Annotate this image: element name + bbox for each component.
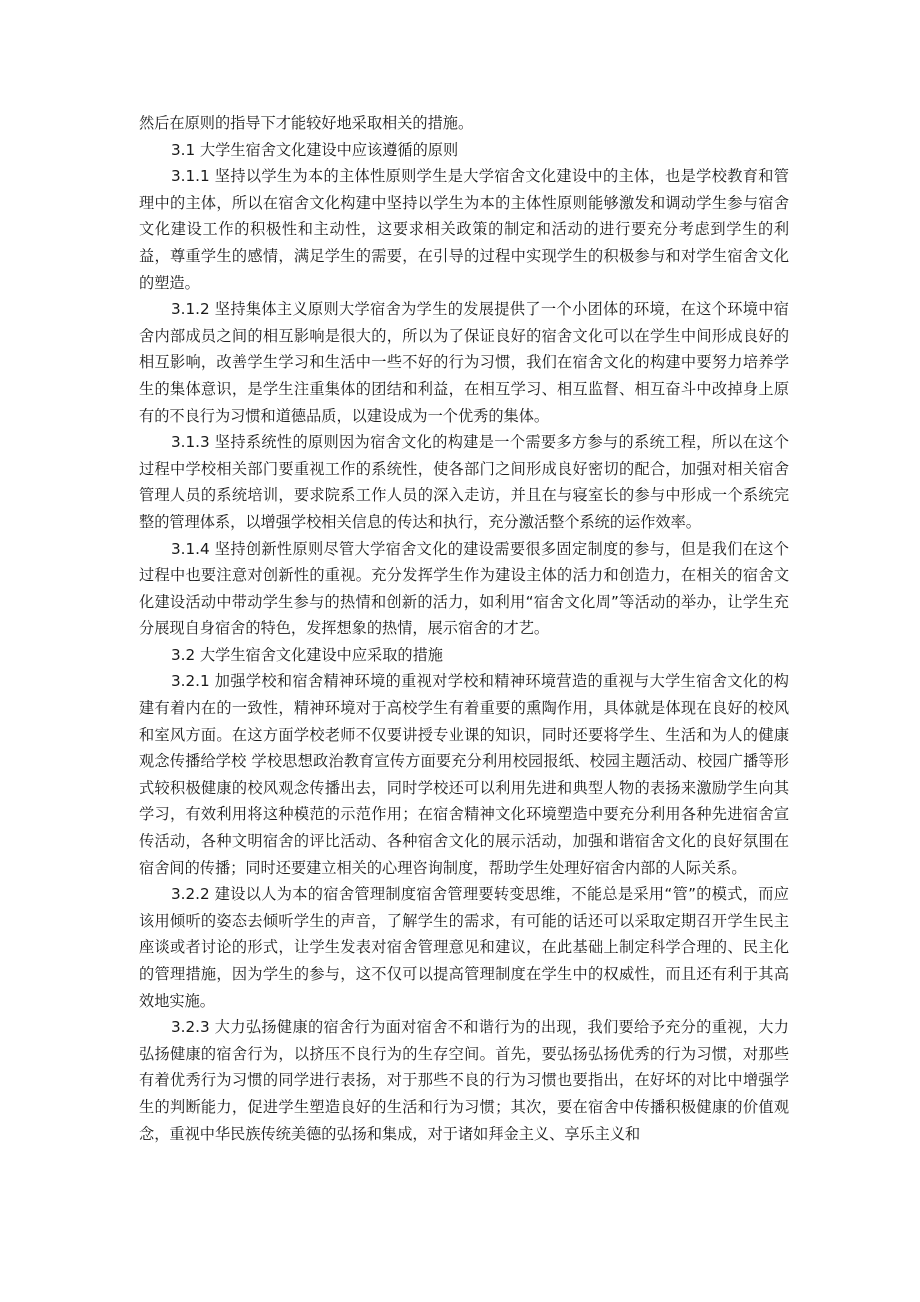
paragraph-3-1-3: 3.1.3 坚持系统性的原则因为宿舍文化的构建是一个需要多方参与的系统工程，所以在这个过程中学校相关部门要重视工作的系统性，使各部门之间形成良好密切的配合，加强对相关宿舍管理人员的系统培训，要求院系工作人员的深入走访，并且在与寝室长的参与中形成一个系统完整的管理体系，以增强学校相关信息的传达和执行，充分激活整个系统的运作效率。 (139, 433, 789, 531)
section-heading-3-2: 3.2 大学生宿舍文化建设中应采取的措施 (171, 645, 443, 664)
paragraph-3-2-1: 3.2.1 加强学校和宿舍精神环境的重视对学校和精神环境营造的重视与大学生宿舍文化的构建有着内在的一致性，精神环境对于高校学生有着重要的熏陶作用，具体就是体现在良好的校风和室风方面。在这方面学校老师不仅要讲授专业课的知识，同时还要将学生、生活和为人的健康观念传播给学校 学校思想政治教育宣传方面要充分利用校园报纸、校园主题活动、校园广播等形式较积极健康的校风观念传播出去，同时学校还可以利用先进和典型人物的表扬来激励学生向其学习，有效利用将这种模范的示范作用；在宿舍精神文化环境塑造中要充分利用各种先进宿舍宣传活动，各种文明宿舍的评比活动、各种宿舍文化的展示活动，加强和谐宿舍文化的良好氛围在宿舍间的传播；同时还要建立相关的心理咨询制度，帮助学生处理好宿舍内部的人际关系。 (139, 672, 789, 877)
document-body (139, 110, 789, 1147)
paragraph-3-1-4: 3.1.4 坚持创新性原则尽管大学宿舍文化的建设需要很多固定制度的参与，但是我们在这个过程中也要注意对创新性的重视。充分发挥学生作为建设主体的活力和创造力，在相关的宿舍文化建设活动中带动学生参与的热情和创新的活力，如利用“宿舍文化周”等活动的举办，让学生充分展现自身宿舍的特色，发挥想象的热情，展示宿舍的才艺。 (139, 539, 789, 638)
section-heading-3-1: 3.1 大学生宿舍文化建设中应该遵循的原则 (171, 140, 459, 159)
paragraph-3-2-2: 3.2.2 建设以人为本的宿舍管理制度宿舍管理要转变思维，不能总是采用“管”的模式，而应该用倾听的姿态去倾听学生的声音，了解学生的需求，有可能的话还可以采取定期召开学生民主座谈或者讨论的形式，让学生发表对宿舍管理意见和建议，在此基础上制定科学合理的、民主化的管理措施，因为学生的参与，这不仅可以提高管理制度在学生中的权威性，而且还有利于其高效地实施。 (139, 885, 789, 1010)
paragraph-3-1-2: 3.1.2 坚持集体主义原则大学宿舍为学生的发展提供了一个小团体的环境，在这个环境中宿舍内部成员之间的相互影响是很大的，所以为了保证良好的宿舍文化可以在学生中间形成良好的相互影响，改善学生学习和生活中一些不好的行为习惯，我们在宿舍文化的构建中要努力培养学生的集体意识，是学生注重集体的团结和利益，在相互学习、相互监督、相互奋斗中改掉身上原有的不良行为习惯和道德品质，以建设成为一个优秀的集体。 (139, 300, 789, 425)
paragraph-continuation: 然后在原则的指导下才能较好地采取相关的措施。 (139, 114, 474, 132)
paragraph-3-1-1: 3.1.1 坚持以学生为本的主体性原则学生是大学宿舍文化建设中的主体，也是学校教育和管理中的主体，所以在宿舍文化构建中坚持以学生为本的主体性原则能够激发和调动学生参与宿舍文化建设工作的积极性和主动性，这要求相关政策的制定和活动的进行要充分考虑到学生的利益，尊重学生的感情，满足学生的需要，在引导的过程中实现学生的积极参与和对学生宿舍文化的塑造。 (139, 167, 789, 292)
paragraph-3-2-3: 3.2.3 大力弘扬健康的宿舍行为面对宿舍不和谐行为的出现，我们要给予充分的重视，大力弘扬健康的宿舍行为，以挤压不良行为的生存空间。首先，要弘扬弘扬优秀的行为习惯，对那些有着优秀行为习惯的同学进行表扬，对于那些不良的行为习惯也要指出，在好坏的对比中增强学生的判断能力，促进学生塑造良好的生活和行为习惯；其次，要在宿舍中传播积极健康的价值观念，重视中华民族传统美德的弘扬和集成，对于诸如拜金主义、享乐主义和 (139, 1018, 789, 1143)
